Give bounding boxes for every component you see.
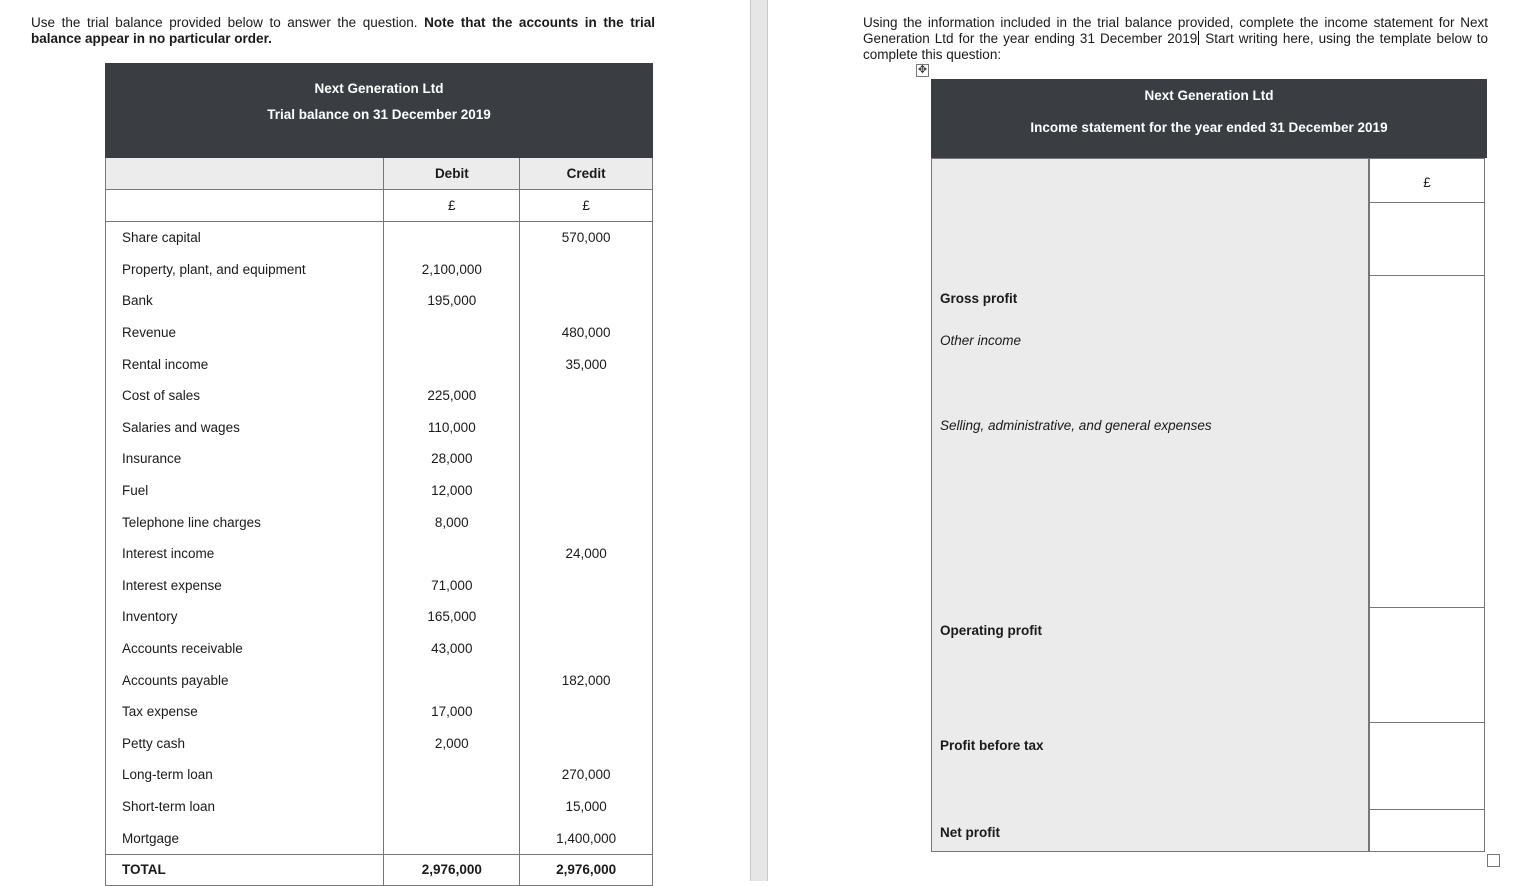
table-resize-handle[interactable] xyxy=(1487,854,1500,867)
table-move-handle-icon[interactable]: ✥ xyxy=(917,64,928,76)
tb-account: Interest expense xyxy=(106,570,384,602)
tb-total-debit: 2,976,000 xyxy=(384,854,520,885)
table-row xyxy=(106,601,653,633)
table-row xyxy=(106,506,653,538)
tb-account: Tax expense xyxy=(106,696,384,728)
table-row xyxy=(106,664,653,696)
tb-debit: 12,000 xyxy=(384,475,520,507)
tb-debit xyxy=(384,791,520,823)
tb-currency-debit: £ xyxy=(384,190,520,222)
tb-debit: 165,000 xyxy=(384,601,520,633)
tb-credit: 570,000 xyxy=(520,222,653,254)
tb-account: Petty cash xyxy=(106,728,384,760)
tb-account: Share capital xyxy=(106,222,384,254)
tb-account: Fuel xyxy=(106,475,384,507)
tb-credit xyxy=(520,570,653,602)
tb-account: Bank xyxy=(106,285,384,317)
is-other-income: Other income xyxy=(940,333,1022,348)
left-instructions xyxy=(31,15,655,47)
tb-account: Revenue xyxy=(106,317,384,349)
tb-debit: 110,000 xyxy=(384,412,520,444)
tb-account: Accounts receivable xyxy=(106,633,384,665)
table-row xyxy=(106,285,653,317)
tb-debit: 2,100,000 xyxy=(384,254,520,286)
tb-header-blank xyxy=(106,158,384,190)
tb-title: Trial balance on 31 December 2019 xyxy=(106,97,653,158)
tb-account: Long-term loan xyxy=(106,759,384,791)
is-expenses: Selling, administrative, and general expenses xyxy=(940,418,1212,433)
instruction-text: Using the information included in the trial balance provided, complete the income statement for Next Generation Ltd for the year ending 31 December 2019 xyxy=(863,15,1488,46)
table-row xyxy=(106,759,653,791)
tb-credit xyxy=(520,475,653,507)
tb-debit xyxy=(384,222,520,254)
tb-credit xyxy=(520,728,653,760)
is-profit-before-tax: Profit before tax xyxy=(940,738,1044,753)
tb-debit: 225,000 xyxy=(384,380,520,412)
table-row xyxy=(106,317,653,349)
tb-debit: 28,000 xyxy=(384,443,520,475)
is-company: Next Generation Ltd xyxy=(1144,88,1274,103)
table-row xyxy=(106,822,653,854)
instruction-text: Use the trial balance provided below to answer the question. xyxy=(31,15,425,30)
tb-credit xyxy=(520,696,653,728)
tb-debit: 8,000 xyxy=(384,506,520,538)
tb-currency-credit: £ xyxy=(520,190,653,222)
is-gross-profit: Gross profit xyxy=(940,291,1018,306)
table-row xyxy=(106,728,653,760)
tb-credit: 480,000 xyxy=(520,317,653,349)
is-divider xyxy=(1370,722,1484,723)
tb-account: Short-term loan xyxy=(106,791,384,823)
tb-credit: 35,000 xyxy=(520,348,653,380)
is-divider xyxy=(1370,202,1484,203)
tb-rows xyxy=(106,222,653,855)
table-row xyxy=(106,348,653,380)
tb-company: Next Generation Ltd xyxy=(106,64,653,97)
tb-header-debit: Debit xyxy=(384,158,520,190)
tb-credit: 24,000 xyxy=(520,538,653,570)
tb-debit xyxy=(384,759,520,791)
is-operating-profit: Operating profit xyxy=(940,623,1042,638)
page-gutter xyxy=(750,0,768,881)
tb-account: Accounts payable xyxy=(106,664,384,696)
is-net-profit: Net profit xyxy=(940,825,1000,840)
table-row xyxy=(106,443,653,475)
table-row xyxy=(106,412,653,444)
table-row xyxy=(106,254,653,286)
tb-credit xyxy=(520,254,653,286)
table-row xyxy=(106,475,653,507)
table-row xyxy=(106,538,653,570)
tb-credit: 182,000 xyxy=(520,664,653,696)
tb-account: Mortgage xyxy=(106,822,384,854)
is-divider xyxy=(1370,275,1484,276)
tb-credit xyxy=(520,601,653,633)
table-row xyxy=(106,633,653,665)
tb-debit xyxy=(384,348,520,380)
tb-debit: 43,000 xyxy=(384,633,520,665)
tb-debit: 195,000 xyxy=(384,285,520,317)
table-row xyxy=(106,696,653,728)
instruction-text-continued: Start writing here, using the template below to complete this question: xyxy=(863,31,1488,62)
is-title: Income statement for the year ended 31 December 2019 xyxy=(1030,120,1388,135)
income-statement-header xyxy=(931,79,1487,158)
table-row xyxy=(106,222,653,254)
tb-account: Rental income xyxy=(106,348,384,380)
tb-debit: 71,000 xyxy=(384,570,520,602)
tb-account: Salaries and wages xyxy=(106,412,384,444)
tb-credit: 15,000 xyxy=(520,791,653,823)
tb-credit xyxy=(520,380,653,412)
instruction-note: Note that the accounts in the trial balance appear in no particular order. xyxy=(31,15,655,46)
tb-debit: 17,000 xyxy=(384,696,520,728)
tb-account: Insurance xyxy=(106,443,384,475)
is-currency: £ xyxy=(1423,175,1431,190)
table-row xyxy=(106,380,653,412)
is-divider xyxy=(1370,607,1484,608)
tb-credit xyxy=(520,412,653,444)
tb-credit xyxy=(520,506,653,538)
tb-account: Telephone line charges xyxy=(106,506,384,538)
tb-credit: 270,000 xyxy=(520,759,653,791)
tb-debit xyxy=(384,538,520,570)
tb-account: Cost of sales xyxy=(106,380,384,412)
tb-credit xyxy=(520,633,653,665)
is-divider xyxy=(1370,809,1484,810)
tb-total-label: TOTAL xyxy=(106,854,384,885)
right-instructions[interactable] xyxy=(863,15,1488,63)
tb-debit: 2,000 xyxy=(384,728,520,760)
tb-debit xyxy=(384,664,520,696)
tb-header-credit: Credit xyxy=(520,158,653,190)
trial-balance-table xyxy=(105,63,653,886)
tb-credit xyxy=(520,443,653,475)
tb-account: Inventory xyxy=(106,601,384,633)
tb-account: Property, plant, and equipment xyxy=(106,254,384,286)
tb-credit: 1,400,000 xyxy=(520,822,653,854)
income-statement-amount-column[interactable] xyxy=(1369,158,1485,852)
tb-debit xyxy=(384,822,520,854)
table-row xyxy=(106,791,653,823)
tb-account: Interest income xyxy=(106,538,384,570)
tb-currency-blank xyxy=(106,190,384,222)
tb-debit xyxy=(384,317,520,349)
tb-total-credit: 2,976,000 xyxy=(520,854,653,885)
table-row xyxy=(106,570,653,602)
tb-credit xyxy=(520,285,653,317)
